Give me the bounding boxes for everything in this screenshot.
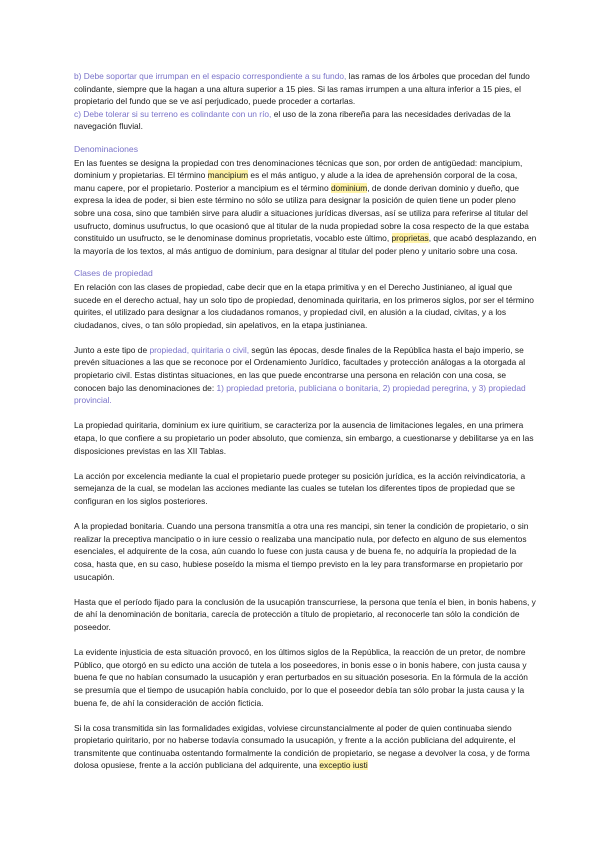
intro-paragraph <box>74 70 538 133</box>
clases-paragraph-5: A la propiedad bonitaria. Cuando una persona transmitía a otra una res mancipi, sin tener la condición de propietario, o sin realizar la preceptiva mancipatio o in iure cessio o realizaba una mancipatio nula, por defecto en alguno de sus elementos esenciales, el adquirente de la cosa, aún cuando lo fuese con justa causa y de buena fe, no adquiría la propiedad de la cosa, hasta que, en su caso, hubiese poseído la misma el tiempo previsto en la ley para transformarse en propietario por usucapión. <box>74 521 529 582</box>
clases-paragraph-1: En relación con las clases de propiedad, cabe decir que en la etapa primitiva y en el Derecho Justinianeo, al igual que sucede en el derecho actual, hay un solo tipo de propiedad, denominada quiritaria, en los primeros siglos, por ser el término quirites, el utilizado para designar a los ciudadanos romanos, y propiedad civil, en alusión a la ciudad, civitas, y a los ciudadanos, cives, o tan sólo propiedad, sin apelativos, en la etapa justinianea. <box>74 281 534 330</box>
text-run: En las fuentes se designa la propiedad con tres denominaciones técnicas que son, por orden de antigüedad: mancipium, dominium y propietarias. El término <box>74 157 523 181</box>
clases-paragraph-6: Hasta que el período fijado para la conclusión de la usucapión transcurriese, la persona que tenía el bien, in bonis habens, y de ahí la denominación de bonitaria, carecía de protección a título de propietario, al reconocerle tan sólo la condición de poseedor. <box>74 596 536 632</box>
clases-paragraph-4: La acción por excelencia mediante la cual el propietario puede proteger su posición jurídica, es la acción reivindicatoria, a semejanza de la cual, se modelan las acciones mediante las cuales se tutelan los diferentes tipos de propiedad que se configuran en los siglos posteriores. <box>74 470 526 506</box>
text-run: Junto a este tipo de <box>74 344 150 355</box>
propiedad-civil-phrase: propiedad, quiritaria o civil, <box>149 344 250 355</box>
highlight-exceptio: exceptio iusti <box>319 760 368 771</box>
denominaciones-list: 1) propiedad pretoria, publiciana o bonitaria, 2) propiedad peregrina, y 3) propiedad provincial. <box>74 382 526 406</box>
clases-paragraph-3: La propiedad quiritaria, dominium ex iure quiritium, se caracteriza por la ausencia de limitaciones legales, en una primera etapa, lo que confiere a su propietario un poder absoluto, que comienza, sin embargo, a cuestionarse y debilitarse ya en las disposiciones previstas en las XII Tablas. <box>74 420 534 456</box>
item-b-text: las ramas de los árboles que procedan del fundo colindante, siempre que la hagan a una altura superior a 15 pies. Si las ramas irrumpen a una altura inferior a 15 pies, el propietario del fundo que se ve así perjudicado, puede proceder a cortarlas. <box>74 71 530 107</box>
denominaciones-paragraph <box>74 157 538 258</box>
item-b-lead: b) Debe soportar que irrumpan en el espacio correspondiente a su fundo, <box>74 71 347 81</box>
section-title-denominaciones: Denominaciones <box>74 143 139 154</box>
highlight-proprietas: proprietas <box>391 233 429 244</box>
item-c-text: el uso de la zona ribereña para las necesidades derivadas de la navegación fluvial. <box>74 108 511 132</box>
text-run: es el más antiguo, y alude a la idea de aprehensión corporal de la cosa, manu capere, por el propietario. Posterior a mancipium es el término <box>74 170 518 193</box>
item-c-lead: c) Debe tolerar si su terreno es colindante con un río, <box>74 108 272 119</box>
clases-paragraph-2 <box>74 344 538 407</box>
highlight-dominium: dominium <box>330 182 368 193</box>
text-run: , de donde derivan dominio y dueño, que expresa la idea de poder, si bien este término no sólo se utiliza para designar la posición de quien tiene un poder pleno sobre una cosa, sino que también sirve para aludir a situaciones jurídicas diversas, así se utiliza para referirse al titular del usufructo, dominus usufructus, lo que ocasionó que al titular de la nuda propiedad sobre la cosa respecto de la que estaba constituido un usufructo, se le denominase dominus proprietatis, vocablo este último, <box>74 182 529 244</box>
text-run: según las épocas, desde finales de la República hasta el bajo imperio, se prevén situaciones a las que se reconoce por el Ordenamiento Jurídico, facultades y protección análogas a la otorgada al propietario civil. Estas distintas situaciones, en las que puede encontrarse una persona en relación con una cosa, se conocen bajo las denominaciones de: <box>74 344 526 393</box>
clases-paragraph-7: La evidente injusticia de esta situación provocó, en los últimos siglos de la República, la reacción de un pretor, de nombre Público, que otorgó en su edicto una acción de tutela a los poseedores, in bonis esse o in bonis habere, con justa causa y buena fe que no habían consumado la usucapión y eran perturbados en su situación posesoria. En la fórmula de la acción se presumía que el tiempo de usucapión había concluido, por lo que el poseedor debía tan sólo probar la justa causa y la buena fe, de ahí la consideración de acción ficticia. <box>74 647 528 708</box>
section-title-clases: Clases de propiedad <box>74 268 153 279</box>
text-run: , que acabó desplazando, en la mayoría de los textos, al más antiguo de dominium, para designar al titular del poder pleno y unitario sobre una cosa. <box>74 233 537 256</box>
clases-paragraph-8 <box>74 722 538 772</box>
text-run: Si la cosa transmitida sin las formalidades exigidas, volviese circunstancialmente al poder de quien continuaba siendo propietario quiritario, por no haberse todavía consumado la usucapión, y frente a la acción publiciana del adquirente, el transmitente que continuaba ostentando formalmente la condición de propietario, se negase a devolver la cosa, y de forma dolosa opusiese, frente a la acción publiciana del adquirente, una <box>74 722 530 771</box>
highlight-mancipium: mancipium <box>207 170 249 181</box>
